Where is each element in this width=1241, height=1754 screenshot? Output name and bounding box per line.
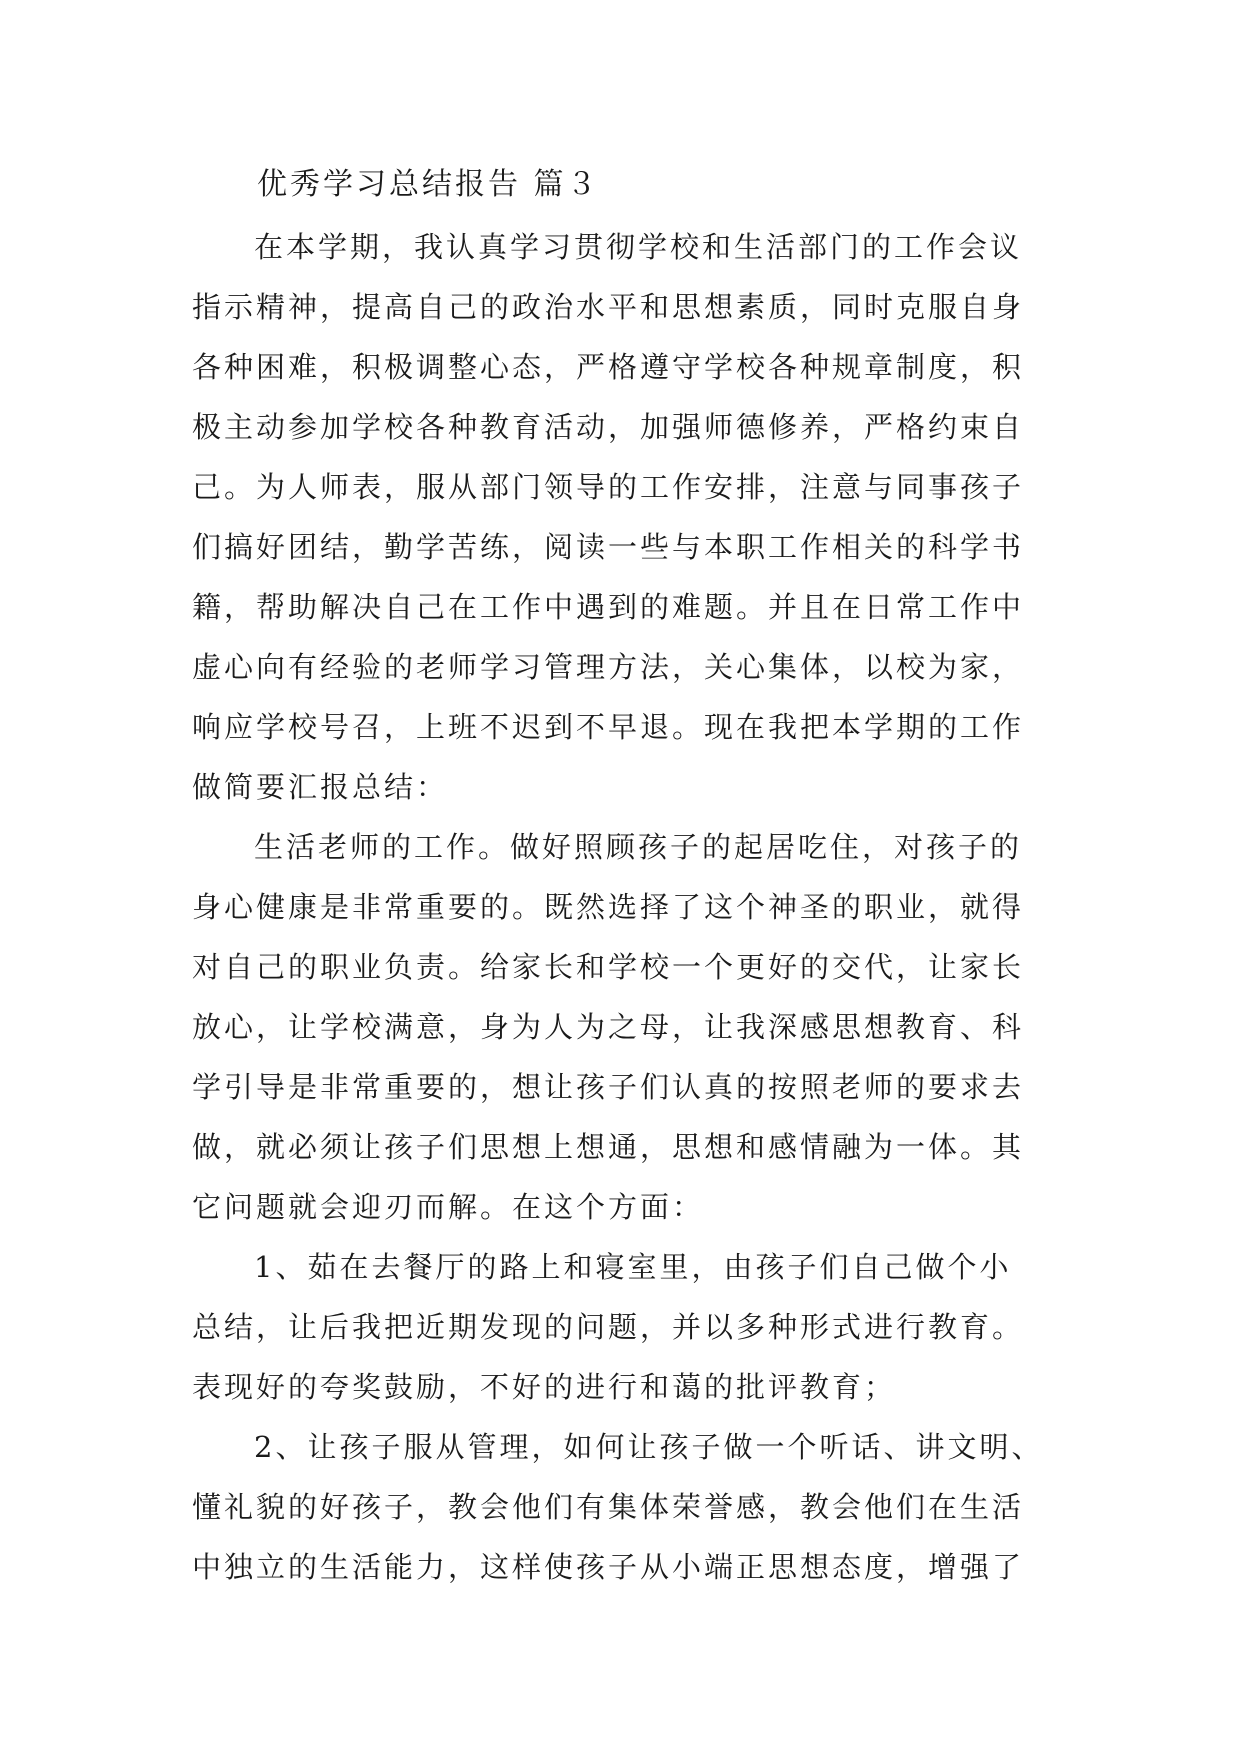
text-line: 中独立的生活能力，这样使孩子从小端正思想态度，增强了 <box>192 1550 1025 1584</box>
paragraph-4 <box>192 1417 1050 1597</box>
text-line: 2、让孩子服从管理，如何让孩子做一个听话、讲文明、 <box>254 1430 1044 1464</box>
text-line: 虚心向有经验的老师学习管理方法，关心集体，以校为家， <box>192 650 1025 684</box>
text-line: 懂礼貌的好孩子，教会他们有集体荣誉感，教会他们在生活 <box>192 1490 1025 1524</box>
text-line: 们搞好团结，勤学苦练，阅读一些与本职工作相关的科学书 <box>192 530 1025 564</box>
text-line: 极主动参加学校各种教育活动，加强师德修养，严格约束自 <box>192 410 1025 444</box>
text-line: 放心，让学校满意，身为人为之母，让我深感思想教育、科 <box>192 1010 1025 1044</box>
paragraph-3 <box>192 1237 1050 1417</box>
text-line: 身心健康是非常重要的。既然选择了这个神圣的职业，就得 <box>192 890 1025 924</box>
text-line: 响应学校号召，上班不迟到不早退。现在我把本学期的工作 <box>192 710 1025 744</box>
text-line: 生活老师的工作。做好照顾孩子的起居吃住，对孩子的 <box>254 830 1023 864</box>
paragraph-1 <box>192 217 1050 817</box>
text-line: 做简要汇报总结： <box>192 770 449 804</box>
text-line: 1、茹在去餐厅的路上和寝室里，由孩子们自己做个小 <box>254 1250 1012 1284</box>
text-line: 籍，帮助解决自己在工作中遇到的难题。并且在日常工作中 <box>192 590 1025 624</box>
text-line: 指示精神，提高自己的政治水平和思想素质，同时克服自身 <box>192 290 1025 324</box>
text-line: 对自己的职业负责。给家长和学校一个更好的交代，让家长 <box>192 950 1025 984</box>
text-line: 在本学期，我认真学习贯彻学校和生活部门的工作会议 <box>254 230 1023 264</box>
text-line: 学引导是非常重要的，想让孩子们认真的按照老师的要求去 <box>192 1070 1025 1104</box>
document-body <box>192 217 1050 1597</box>
text-line: 总结，让后我把近期发现的问题，并以多种形式进行教育。 <box>192 1310 1025 1344</box>
paragraph-2 <box>192 817 1050 1237</box>
text-line: 它问题就会迎刃而解。在这个方面： <box>192 1190 705 1224</box>
text-line: 做，就必须让孩子们思想上想通，思想和感情融为一体。其 <box>192 1130 1025 1164</box>
document-title: 优秀学习总结报告 篇３ <box>257 167 600 202</box>
text-line: 己。为人师表，服从部门领导的工作安排，注意与同事孩子 <box>192 470 1025 504</box>
text-line: 各种困难，积极调整心态，严格遵守学校各种规章制度，积 <box>192 350 1025 384</box>
text-line: 表现好的夸奖鼓励，不好的进行和蔼的批评教育； <box>192 1370 897 1404</box>
